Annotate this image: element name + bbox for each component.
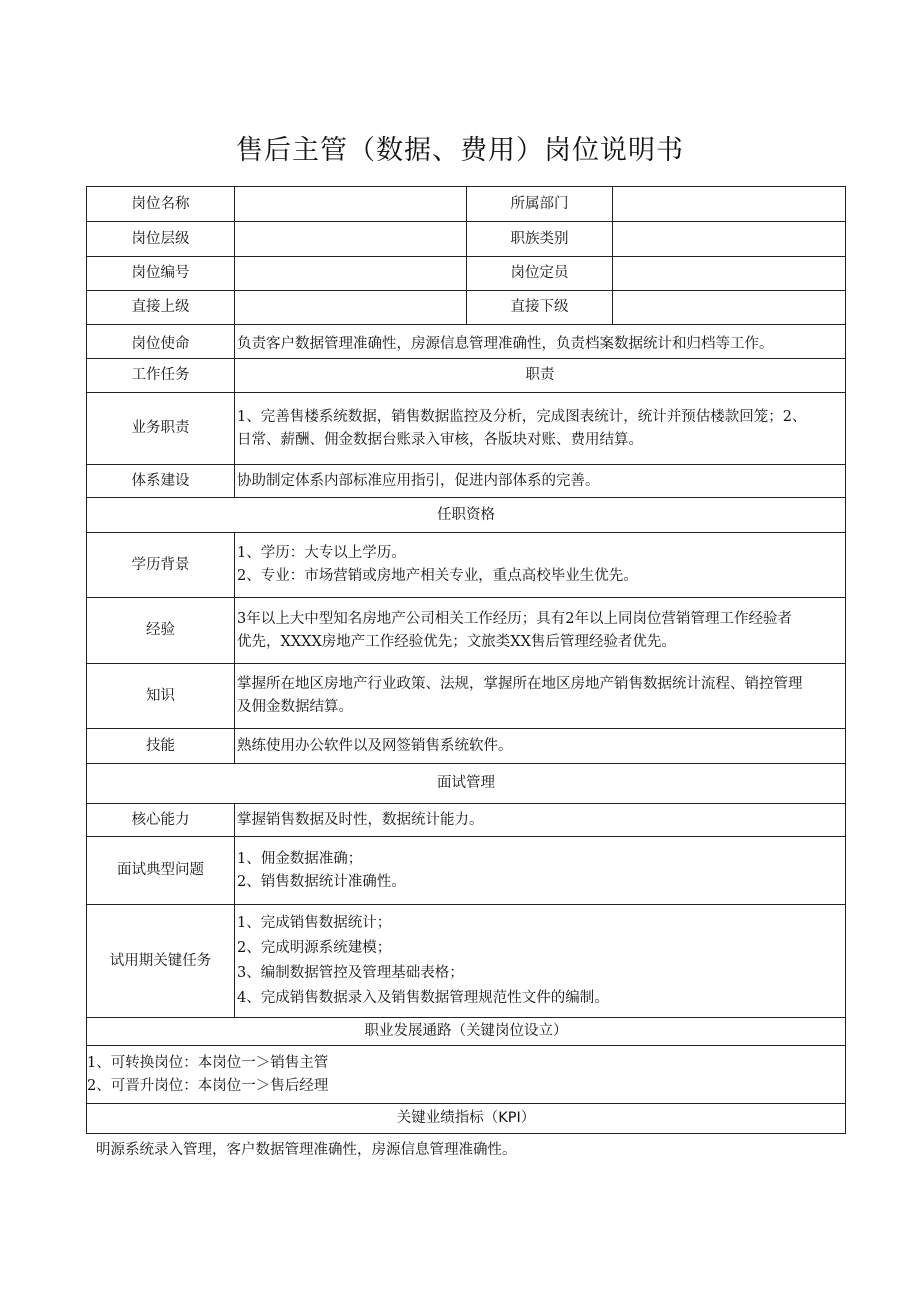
subordinate-label: 直接下级 <box>467 291 613 325</box>
core-ability-text: 掌握销售数据及时性，数据统计能力。 <box>235 804 846 837</box>
education-label: 学历背景 <box>87 533 235 598</box>
table-row <box>87 729 846 764</box>
page-title: 售后主管（数据、费用）岗位说明书 <box>236 135 684 166</box>
education-line-1: 1、学历：大专以上学历。 <box>237 545 406 561</box>
table-row <box>87 498 846 533</box>
career-header: 职业发展通路（关键岗位设立） <box>87 1018 846 1046</box>
department-label: 所属部门 <box>467 187 613 222</box>
table-row <box>87 393 846 465</box>
business-text <box>235 393 846 465</box>
table-row <box>87 598 846 664</box>
business-line-1: 1、完善售楼系统数据，销售数据监控及分析，完成图表统计，统计并预估楼款回笼；2、 <box>237 408 807 425</box>
table-row <box>87 257 846 291</box>
table-row <box>87 359 846 393</box>
table-row <box>87 804 846 837</box>
level-value[interactable] <box>235 222 467 257</box>
level-label: 岗位层级 <box>87 222 235 257</box>
headcount-value[interactable] <box>613 257 846 291</box>
table-row <box>87 187 846 222</box>
table-row <box>87 905 846 1018</box>
qualifications-header: 任职资格 <box>87 498 846 533</box>
code-value[interactable] <box>235 257 467 291</box>
table-row <box>87 764 846 804</box>
interview-questions-label: 面试典型问题 <box>87 837 235 905</box>
table-row <box>87 664 846 729</box>
duty-header: 职责 <box>235 359 846 393</box>
business-label: 业务职责 <box>87 393 235 465</box>
experience-label: 经验 <box>87 598 235 664</box>
family-label: 职族类别 <box>467 222 613 257</box>
core-ability-label: 核心能力 <box>87 804 235 837</box>
list-item: 3、编制数据管控及管理基础表格； <box>237 965 464 981</box>
interview-questions-text <box>235 837 846 905</box>
position-name-label: 岗位名称 <box>87 187 235 222</box>
list-item: 4、完成销售数据录入及销售数据管理规范性文件的编制。 <box>237 990 609 1006</box>
probation-tasks-label: 试用期关键任务 <box>87 905 235 1018</box>
list-item: 1、可转换岗位：本岗位一＞销售主管 <box>87 1054 329 1071</box>
table-row <box>87 837 846 905</box>
table-row <box>87 465 846 498</box>
table-row <box>87 325 846 359</box>
table-row <box>87 1046 846 1104</box>
tasks-label: 工作任务 <box>87 359 235 393</box>
skills-text: 熟练使用办公软件以及网签销售系统软件。 <box>235 729 846 764</box>
knowledge-line-1: 掌握所在地区房地产行业政策、法规，掌握所在地区房地产销售数据统计流程、销控管理 <box>237 676 803 692</box>
table-row <box>87 533 846 598</box>
job-description-table <box>86 186 846 1134</box>
knowledge-label: 知识 <box>87 664 235 729</box>
subordinate-value[interactable] <box>613 291 846 325</box>
system-label: 体系建设 <box>87 465 235 498</box>
education-line-2: 2、专业：市场营销或房地产相关专业，重点高校毕业生优先。 <box>237 568 638 584</box>
code-label: 岗位编号 <box>87 257 235 291</box>
business-line-2: 日常、薪酬、佣金数据台账录入审核，各版块对账、费用结算。 <box>237 431 643 448</box>
system-text: 协助制定体系内部标准应用指引，促进内部体系的完善。 <box>235 465 846 498</box>
knowledge-line-2: 及佣金数据结算。 <box>237 699 353 715</box>
position-name-value[interactable] <box>235 187 467 222</box>
list-item: 2、完成明源系统建模； <box>237 940 392 956</box>
department-value[interactable] <box>613 187 846 222</box>
superior-value[interactable] <box>235 291 467 325</box>
table-row <box>87 1018 846 1046</box>
kpi-header: 关键业绩指标（KPI） <box>87 1104 846 1134</box>
education-text <box>235 533 846 598</box>
superior-label: 直接上级 <box>87 291 235 325</box>
table-row <box>87 291 846 325</box>
skills-label: 技能 <box>87 729 235 764</box>
headcount-label: 岗位定员 <box>467 257 613 291</box>
table-row <box>87 1104 846 1134</box>
interview-header: 面试管理 <box>87 764 846 804</box>
career-paths <box>87 1046 846 1104</box>
experience-line-2: 优先，XXXX房地产工作经验优先；文旅类XX售后管理经验者优先。 <box>237 633 676 650</box>
list-item: 1、完成销售数据统计； <box>237 915 392 931</box>
list-item: 1、佣金数据准确； <box>237 850 363 867</box>
table-row <box>87 222 846 257</box>
list-item: 2、可晋升岗位：本岗位一＞售后经理 <box>87 1077 329 1094</box>
knowledge-text <box>235 664 846 729</box>
family-value[interactable] <box>613 222 846 257</box>
experience-line-1: 3年以上大中型知名房地产公司相关工作经历；具有2年以上同岗位营销管理工作经验者 <box>237 610 792 627</box>
kpi-text: 明源系统录入管理，客户数据管理准确性，房源信息管理准确性。 <box>96 1142 517 1158</box>
list-item: 2、销售数据统计准确性。 <box>237 873 406 890</box>
probation-tasks-text <box>235 905 846 1018</box>
mission-label: 岗位使命 <box>87 325 235 359</box>
experience-text <box>235 598 846 664</box>
mission-text: 负责客户数据管理准确性，房源信息管理准确性，负责档案数据统计和归档等工作。 <box>235 325 846 359</box>
